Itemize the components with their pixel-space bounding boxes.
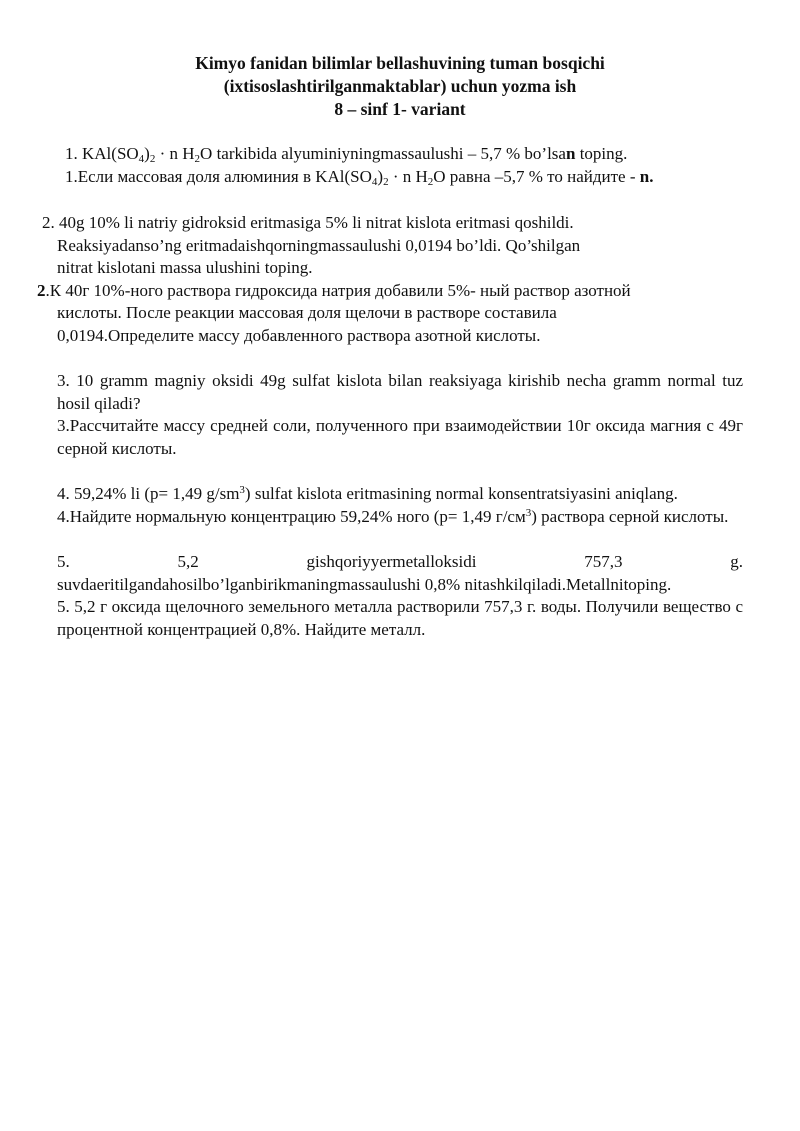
question-3-ru: 3.Рассчитайте массу средней соли, полученного при взаимодействии 10г оксида магния с 49г серной кислоты. <box>57 416 743 458</box>
question-1-uz: 1. $KAl(SO_4)_2 \cdot n$ $H_2O$ tarkibida alyuminiyningmassaulushi – 5,7 % bo’lsan toping. <box>65 144 628 165</box>
question-2-ru-number: 2 <box>37 280 46 300</box>
question-1-ru: 1.Если массовая доля алюминия в $KAl(SO_4)_2 \cdot n$ $H_2O$ равна –5,7 % то найдите - n. <box>65 166 654 188</box>
question-2-ru-line-2: кислоты. После реакции массовая доля щелочи в растворе составила <box>57 303 557 322</box>
document-header <box>0 52 800 121</box>
question-2-ru-line-1: .К 40г 10%-ного раствора гидроксида натрия добавили 5%- ный раствор азотной <box>45 280 631 300</box>
question-2-uz <box>42 212 743 280</box>
question-4-ru: 4.Найдите нормальную концентрацию 59,24% ного (p= 1,49 $г/см^3$) раствора серной кислоты. <box>57 506 729 526</box>
question-3-uz: 3. 10 gramm magniy oksidi 49g sulfat kislota bilan reaksiyaga kirishib necha gramm normal tuz hosil qiladi? <box>57 371 743 413</box>
question-5-ru: 5. 5,2 г оксида щелочного земельного металла растворили 757,3 г. воды. Получили вещество с процентной концентрацией 0,8%. Найдите металл. <box>57 597 743 639</box>
question-2-ru-line-3: 0,0194.Определите массу добавленного раствора азотной кислоты. <box>57 325 541 345</box>
question-5-uz-line-2: suvdaeritilgandahosilbo’lganbirikmaningmassaulushi 0,8% nitashkilqiladi.Metallnitoping. <box>57 574 672 594</box>
header-variant: 8 – sinf 1- variant <box>334 99 466 119</box>
question-4-uz: 4. 59,24% li (p= 1,49 $g/sm^3$) sulfat kislota eritmasining normal konsentratsiyasini aniqlang. <box>57 484 678 503</box>
question-2-uz-line-2: Reaksiyadanso’ng eritmadaishqorningmassaulushi 0,0194 bo’ldi. Qo’shilgan <box>57 235 581 255</box>
question-2-ru <box>37 280 743 348</box>
header-subtitle: (ixtisoslashtirilganmaktablar) uchun yozma ish <box>223 76 577 96</box>
header-title: Kimyo fanidan bilimlar bellashuvining tuman bosqichi <box>195 53 605 73</box>
question-2-uz-line-1: 2. 40g 10% li natriy gidroksid eritmasiga 5% li nitrat kislota eritmasi qoshildi. <box>42 213 574 232</box>
question-5-uz-line-1: 5. 5,2 gishqoriyyermetalloksidi 757,3 g. <box>57 552 743 571</box>
question-2-uz-line-3: nitrat kislotani massa ulushini toping. <box>57 258 313 277</box>
problem-list <box>37 143 743 641</box>
